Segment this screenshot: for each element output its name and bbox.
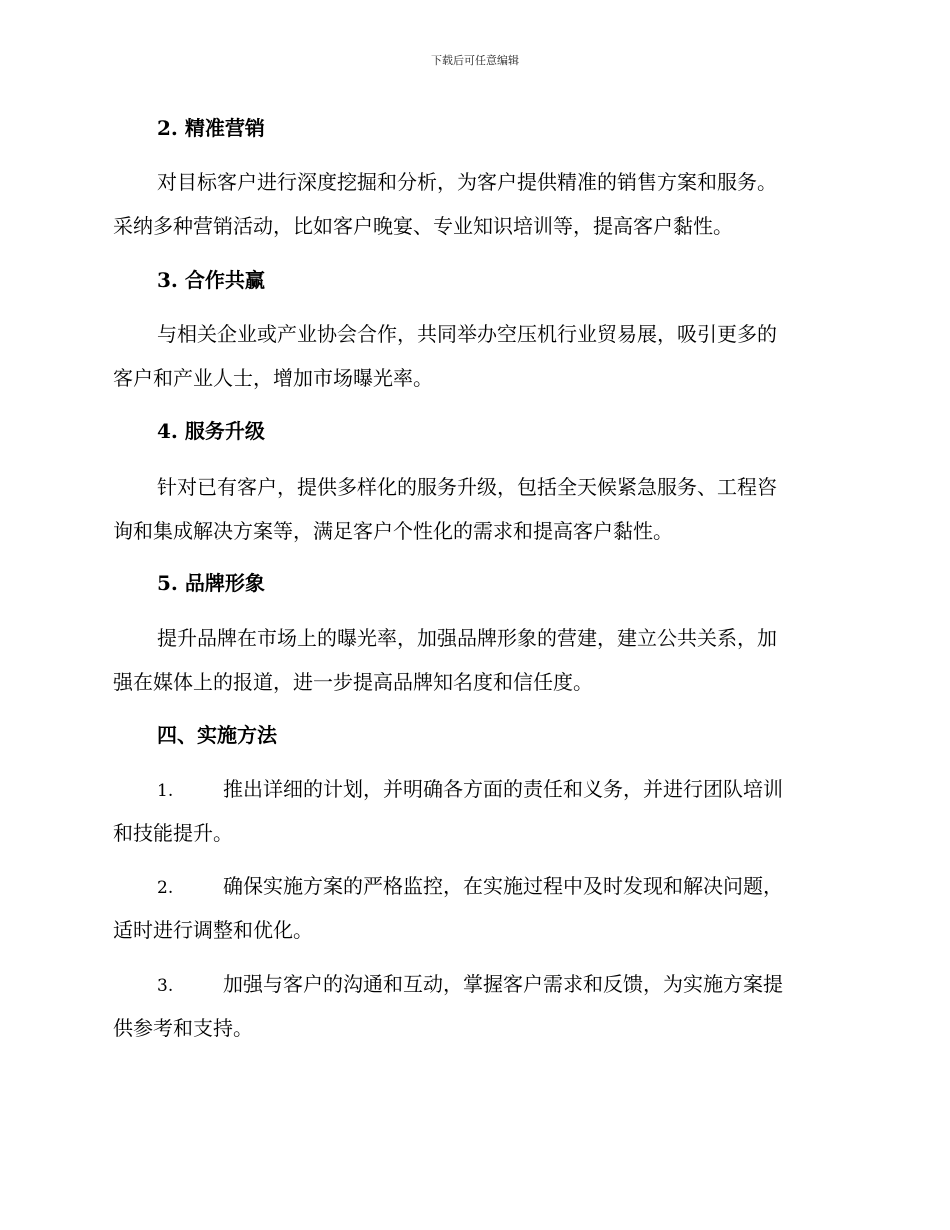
section-heading-precision-marketing: 2. 精准营销 — [157, 116, 265, 140]
paragraph-line: 采纳多种营销活动，比如客户晚宴、专业知识培训等，提高客户黏性。 — [113, 214, 733, 238]
list-item-text-continued: 适时进行调整和优化。 — [113, 918, 313, 942]
paragraph-line: 强在媒体上的报道，进一步提高品牌知名度和信任度。 — [113, 670, 593, 694]
paragraph-line: 客户和产业人士，增加市场曝光率。 — [113, 366, 433, 390]
paragraph-line: 针对已有客户，提供多样化的服务升级，包括全天候紧急服务、工程咨 — [157, 475, 777, 499]
list-item — [113, 864, 833, 952]
paragraph-line: 对目标客户进行深度挖掘和分析，为客户提供精准的销售方案和服务。 — [157, 170, 777, 194]
section-paragraph-precision-marketing — [113, 160, 833, 248]
section-paragraph-cooperation — [113, 312, 833, 400]
section-heading-implementation: 四、实施方法 — [157, 723, 277, 747]
list-item-text: 加强与客户的沟通和互动，掌握客户需求和反馈，为实施方案提 — [223, 972, 783, 996]
list-item-number: 2. — [157, 878, 174, 898]
list-item — [113, 962, 833, 1050]
list-item-text: 确保实施方案的严格监控，在实施过程中及时发现和解决问题， — [223, 874, 783, 898]
section-paragraph-brand-image — [113, 616, 833, 704]
list-item — [113, 767, 833, 855]
section-heading-brand-image: 5. 品牌形象 — [157, 571, 265, 595]
paragraph-line: 与相关企业或产业协会合作，共同举办空压机行业贸易展，吸引更多的 — [157, 322, 777, 346]
section-heading-service-upgrade: 4. 服务升级 — [157, 419, 265, 443]
list-item-number: 1. — [157, 781, 174, 801]
list-item-text-continued: 供参考和支持。 — [113, 1016, 253, 1040]
list-item-text-continued: 和技能提升。 — [113, 821, 233, 845]
page-header-note: 下载后可任意编辑 — [431, 54, 519, 67]
section-heading-cooperation: 3. 合作共赢 — [157, 268, 265, 292]
list-item-number: 3. — [157, 976, 174, 996]
list-item-text: 推出详细的计划，并明确各方面的责任和义务，并进行团队培训 — [223, 777, 783, 801]
paragraph-line: 询和集成解决方案等，满足客户个性化的需求和提高客户黏性。 — [113, 519, 673, 543]
paragraph-line: 提升品牌在市场上的曝光率，加强品牌形象的营建，建立公共关系，加 — [157, 626, 777, 650]
section-paragraph-service-upgrade — [113, 465, 833, 553]
